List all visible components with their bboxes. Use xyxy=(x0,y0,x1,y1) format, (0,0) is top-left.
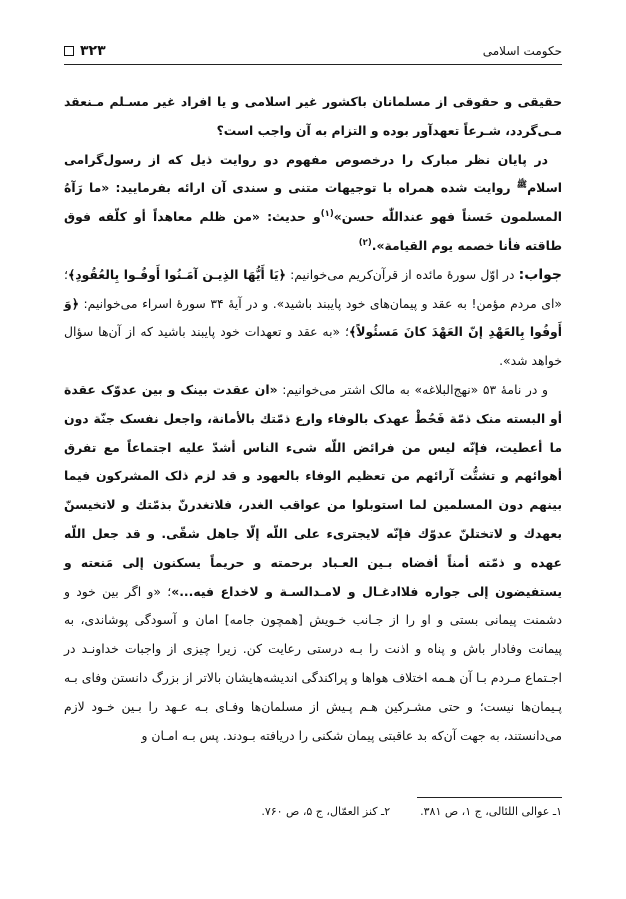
footnote-1: ۱ـ عوالی اللئالی، ج ۱، ص ۳۸۱. xyxy=(420,805,562,818)
question-intro: در پایان نظر مبارک را درخصوص مفهوم دو روایت ذیل که از رسول‌گرامی اسلام xyxy=(64,151,562,196)
footnotes xyxy=(64,805,562,818)
square-ornament-icon xyxy=(64,46,74,56)
hadith-one: روایت شده همراه با توجیهات متنی و سندی آن ارائه بفرمایید: «ما رَآهُ المسلمون حَسناً فهو عنداللّٰه حسن» xyxy=(64,180,563,225)
footnote-divider xyxy=(417,797,562,798)
question-hadith-paragraph xyxy=(64,146,562,261)
footnote-ref-2[interactable]: (۲) xyxy=(358,237,372,248)
page-number-text: ۳۲۳ xyxy=(80,43,106,59)
nahj-translation: ؛ «و اگر بین خود و دشمنت پیمانی بستی و او را از جـانب خـویش [همچون جامه] امان و آسودگی پوشاندی، به پیمانت وفادار باش و پناه و اذنت را بـه درستی رعایت کن. زیرا چیزی از واجبات خداونـد در اجـتماع مـردم بـا آن هـمه اختلاف هواها و پراکندگی اندیشه‌هایشان بالاتر از بزرگ دانستن وفای بـه پـیمان‌ها نیست؛ و حتی مشـرکین هـم پـیش از مسلمان‌ها وفـای بـه عـهد را بـین خـود لازم می‌دانستند، به جهت آن‌که بد عاقبتی پیمان شکنی را دریافته بـودند. پس بـه امـان و xyxy=(64,583,562,743)
answer-translation-1: ؛ «ای مردم مؤمن! به عقد و پیمان‌های خود پایبند باشید». و در آیهٔ ۳۴ سورهٔ اسراء می‌خوانیم: xyxy=(64,266,562,311)
footnote-ref-1[interactable]: (۱) xyxy=(320,209,334,220)
running-title: حکومت اسلامی xyxy=(482,44,562,58)
salawat-glyph: ﷺ xyxy=(516,180,528,191)
answer-paragraph xyxy=(64,261,562,376)
quran-verse-isra: ﴿وَ أَوفُوا بِالعَهْدِ إنّ العَهْدَ کانَ مَسئُولاً﴾ xyxy=(64,295,563,340)
footnote-2: ۲ـ کنز العمّال، ج ۵، ص ۷۶۰. xyxy=(261,805,391,818)
nahj-paragraph xyxy=(64,376,562,750)
nahj-intro: و در نامهٔ ۵۳ «نهج‌البلاغه» به مالک اشتر می‌خوانیم: xyxy=(277,381,548,397)
answer-translation-2: ؛ «به عقد و تعهدات خود پایبند باشید که از آن‌ها سؤال خواهد شد». xyxy=(64,324,562,369)
page-number xyxy=(64,43,106,59)
nahj-arabic-text: «ان عقدت بینک و بین عدوّک عقدة أو البسته منک ذمّة فَحُطْ عهدک بالوفاء وارع ذمّتك بالأمانة، واجعل نفسک جنّة دون ما أعطیت، فإنّه لیس من فرائض اللّه شیء الناس أشدّ علیه اجتماعاً مع تفرق أهوائهم و تشتُّت آرائهم من تعظیم الوفاء بالعهود و قد لزم ذلک المشرکون فیما بینهم دون المسلمین لما استوبلوا من عواقب الغدر، فلاتغدرنّ بذمّتك و لاتخیسنّ بعهدك و لاتختلنّ عدوّك فإنّه لایجتریء علی اللّه إلّا جاهل شقّی. و قد جعل اللّه عهده و ذمّته أمناً أفضاه بـین العـباد برحمته و حریماً یسکنون إلی مَنعته و یستفیضون إلی جواره فلاادغـال و لامـدالسـة و لاخداع فیه...» xyxy=(64,381,562,599)
page-header xyxy=(64,38,562,65)
answer-label: جواب: xyxy=(518,266,562,283)
hadith-two: و حدیث: «من ظلم معاهداً أو کلّفه فوق طاقته فأنا خصمه یوم القیامة». xyxy=(64,209,562,253)
main-text xyxy=(64,88,562,750)
question-paragraph: حقیقی و حقوقی از مسلمانان باکشور غیر اسلامی و یا افراد غیر مسـلم مـنعقد مـی‌گردد، شـرعاً تعهدآور بوده و التزام به آن واجب است؟ xyxy=(64,94,562,138)
answer-intro: در اوّل سورهٔ مائده از قرآن‌کریم می‌خوانیم: xyxy=(285,266,519,282)
quran-verse-maida: ﴿یَا أَیُّهَا الذِیـن آمَـنُوا أَوفُـوا بِالعُقُودِ﴾ xyxy=(67,266,286,282)
